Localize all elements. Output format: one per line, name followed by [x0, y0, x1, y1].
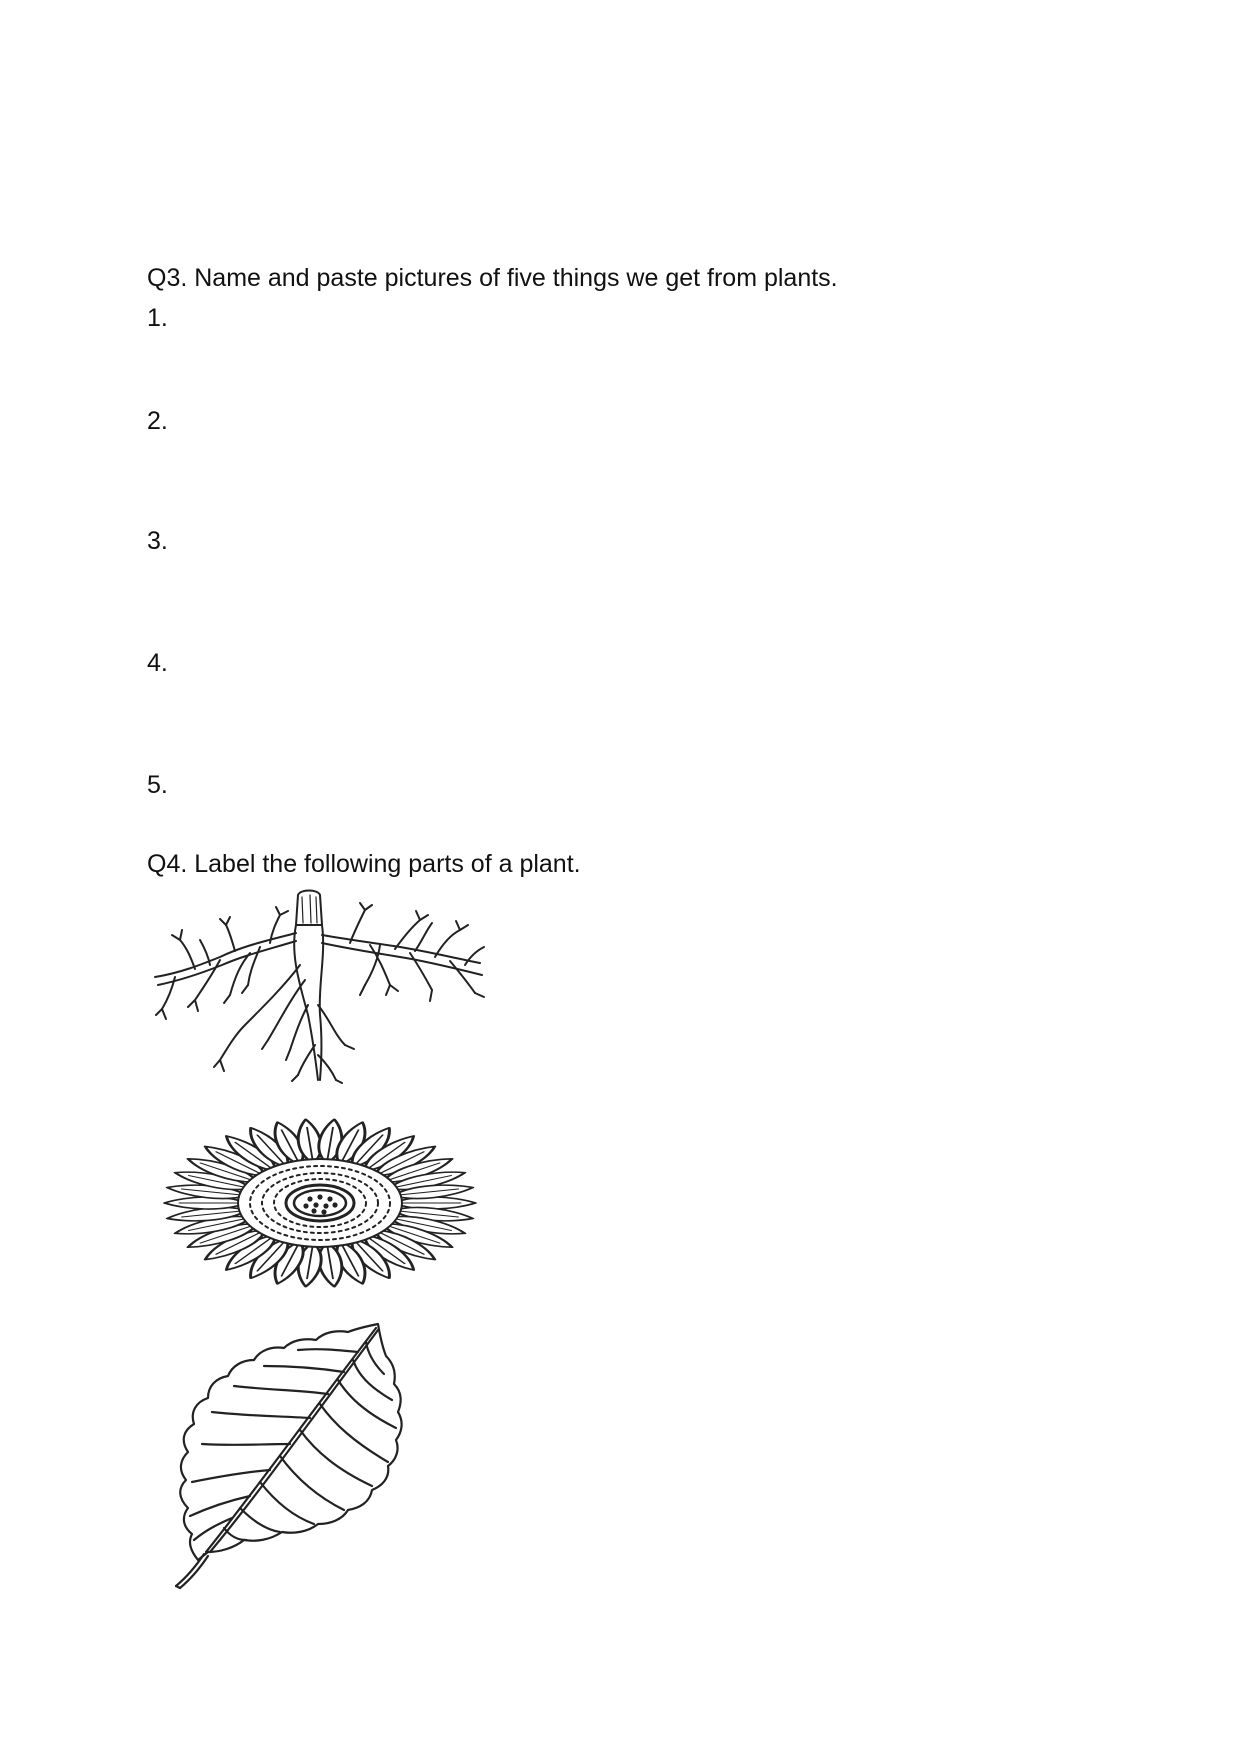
answer-number-4: 4.	[147, 649, 168, 677]
question-4-title: Q4. Label the following parts of a plant.	[147, 850, 581, 878]
answer-number-2: 2.	[147, 407, 168, 435]
answer-number-3: 3.	[147, 527, 168, 555]
roots-icon	[150, 885, 490, 1085]
question-3-title: Q3. Name and paste pictures of five things we get from plants.	[147, 264, 838, 292]
flower-icon	[148, 1108, 493, 1298]
answer-number-1: 1.	[147, 304, 168, 332]
answer-number-5: 5.	[147, 771, 168, 799]
leaf-icon	[168, 1320, 433, 1590]
